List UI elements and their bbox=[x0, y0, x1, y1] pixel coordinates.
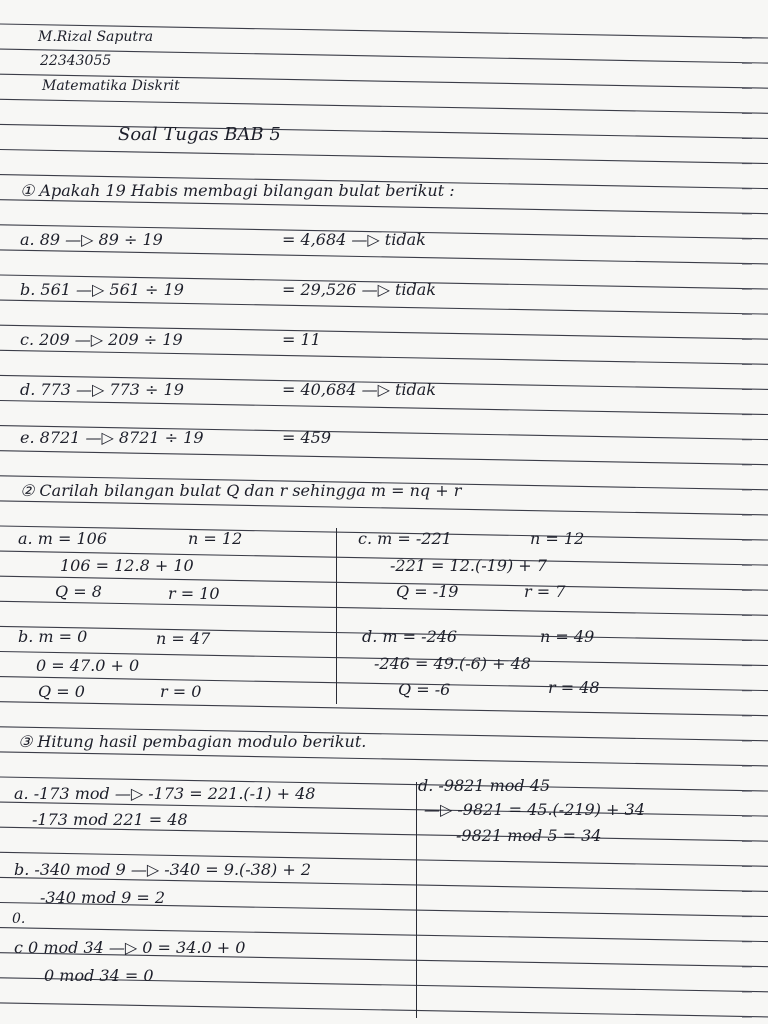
q1-a-rhs: = 4,684 —▷ tidak bbox=[282, 230, 426, 249]
q2-b-line3: Q = 0 bbox=[38, 682, 85, 701]
q2-b-line3b: r = 0 bbox=[160, 682, 202, 701]
q1-b-lhs: b. 561 —▷ 561 ÷ 19 bbox=[20, 280, 184, 299]
rule-line bbox=[0, 150, 768, 164]
q2-b-line1: b. m = 0 bbox=[18, 627, 88, 646]
q2-d-line1: d. m = -246 bbox=[362, 627, 458, 646]
q3-b-dot: 0. bbox=[12, 911, 26, 927]
rule-line bbox=[0, 124, 768, 138]
q2-a-line2: 106 = 12.8 + 10 bbox=[60, 556, 194, 575]
q2-a-line1b: n = 12 bbox=[188, 529, 243, 548]
q3-a-line2: -173 mod 221 = 48 bbox=[32, 810, 188, 829]
q2-b-line1b: n = 47 bbox=[156, 629, 211, 648]
q2-d-line2: -246 = 49.(-6) + 48 bbox=[374, 654, 531, 673]
q3-a-line1: a. -173 mod —▷ -173 = 221.(-1) + 48 bbox=[14, 784, 316, 803]
rule-line bbox=[0, 702, 768, 716]
q1-d-rhs: = 40,684 —▷ tidak bbox=[282, 380, 436, 399]
rule-line bbox=[0, 250, 768, 264]
q3-b-line1: b. -340 mod 9 —▷ -340 = 9.(-38) + 2 bbox=[14, 860, 312, 879]
subject-name: Matematika Diskrit bbox=[42, 78, 180, 94]
rule-line bbox=[0, 200, 768, 214]
q3-b-line2: -340 mod 9 = 2 bbox=[40, 888, 166, 907]
q1-prompt: ① Apakah 19 Habis membagi bilangan bulat berikut : bbox=[20, 181, 455, 200]
q2-c-line3: Q = -19 bbox=[396, 582, 459, 601]
q1-e-rhs: = 459 bbox=[282, 428, 332, 447]
rule-line bbox=[0, 827, 768, 841]
q2-d-line1b: n = 49 bbox=[540, 627, 595, 646]
q3-c-line2: 0 mod 34 = 0 bbox=[44, 966, 154, 985]
q3-c-line1: c 0 mod 34 —▷ 0 = 34.0 + 0 bbox=[14, 938, 246, 957]
student-id: 22343055 bbox=[40, 53, 112, 69]
rule-line bbox=[0, 601, 768, 615]
rule-line bbox=[0, 677, 768, 691]
rule-line bbox=[0, 350, 768, 364]
rule-line bbox=[0, 300, 768, 314]
q3-d-line2: —▷ -9821 = 45.(-219) + 34 bbox=[424, 800, 645, 819]
q2-c-line1: c. m = -221 bbox=[358, 529, 452, 548]
q2-d-line3: Q = -6 bbox=[398, 680, 451, 699]
q2-c-line2: -221 = 12.(-19) + 7 bbox=[390, 556, 547, 575]
rule-line bbox=[0, 401, 768, 415]
rule-line bbox=[0, 752, 768, 766]
q3-d-line3: -9821 mod 5 = 34 bbox=[456, 826, 602, 845]
q2-a-line3b: r = 10 bbox=[168, 584, 220, 603]
rule-line bbox=[0, 501, 768, 515]
q1-e-lhs: e. 8721 —▷ 8721 ÷ 19 bbox=[20, 428, 204, 447]
q2-b-line2: 0 = 47.0 + 0 bbox=[36, 656, 140, 675]
rule-line bbox=[0, 99, 768, 113]
q1-a-lhs: a. 89 —▷ 89 ÷ 19 bbox=[20, 230, 163, 249]
q3-d-line1: d. -9821 mod 45 bbox=[418, 776, 551, 795]
q2-a-line1: a. m = 106 bbox=[18, 529, 107, 548]
q2-c-line3b: r = 7 bbox=[524, 582, 566, 601]
q1-c-lhs: c. 209 —▷ 209 ÷ 19 bbox=[20, 330, 183, 349]
rule-line bbox=[0, 1003, 768, 1017]
q3-column-divider bbox=[416, 782, 417, 1018]
q1-d-lhs: d. 773 —▷ 773 ÷ 19 bbox=[20, 380, 184, 399]
q2-d-line3b: r = 48 bbox=[548, 678, 600, 697]
q2-a-line3: Q = 8 bbox=[55, 582, 102, 601]
q3-prompt: ③ Hitung hasil pembagian modulo berikut. bbox=[18, 732, 367, 751]
q2-column-divider bbox=[336, 528, 337, 704]
rule-line bbox=[0, 49, 768, 63]
q1-c-rhs: = 11 bbox=[282, 330, 321, 349]
assignment-title: Soal Tugas BAB 5 bbox=[118, 124, 281, 145]
student-name: M.Rizal Saputra bbox=[38, 29, 154, 45]
rule-line bbox=[0, 576, 768, 590]
q2-c-line1b: n = 12 bbox=[530, 529, 585, 548]
rule-line bbox=[0, 451, 768, 465]
q1-b-rhs: = 29,526 —▷ tidak bbox=[282, 280, 436, 299]
q2-prompt: ② Carilah bilangan bulat Q dan r sehingga m = nq + r bbox=[20, 481, 462, 500]
